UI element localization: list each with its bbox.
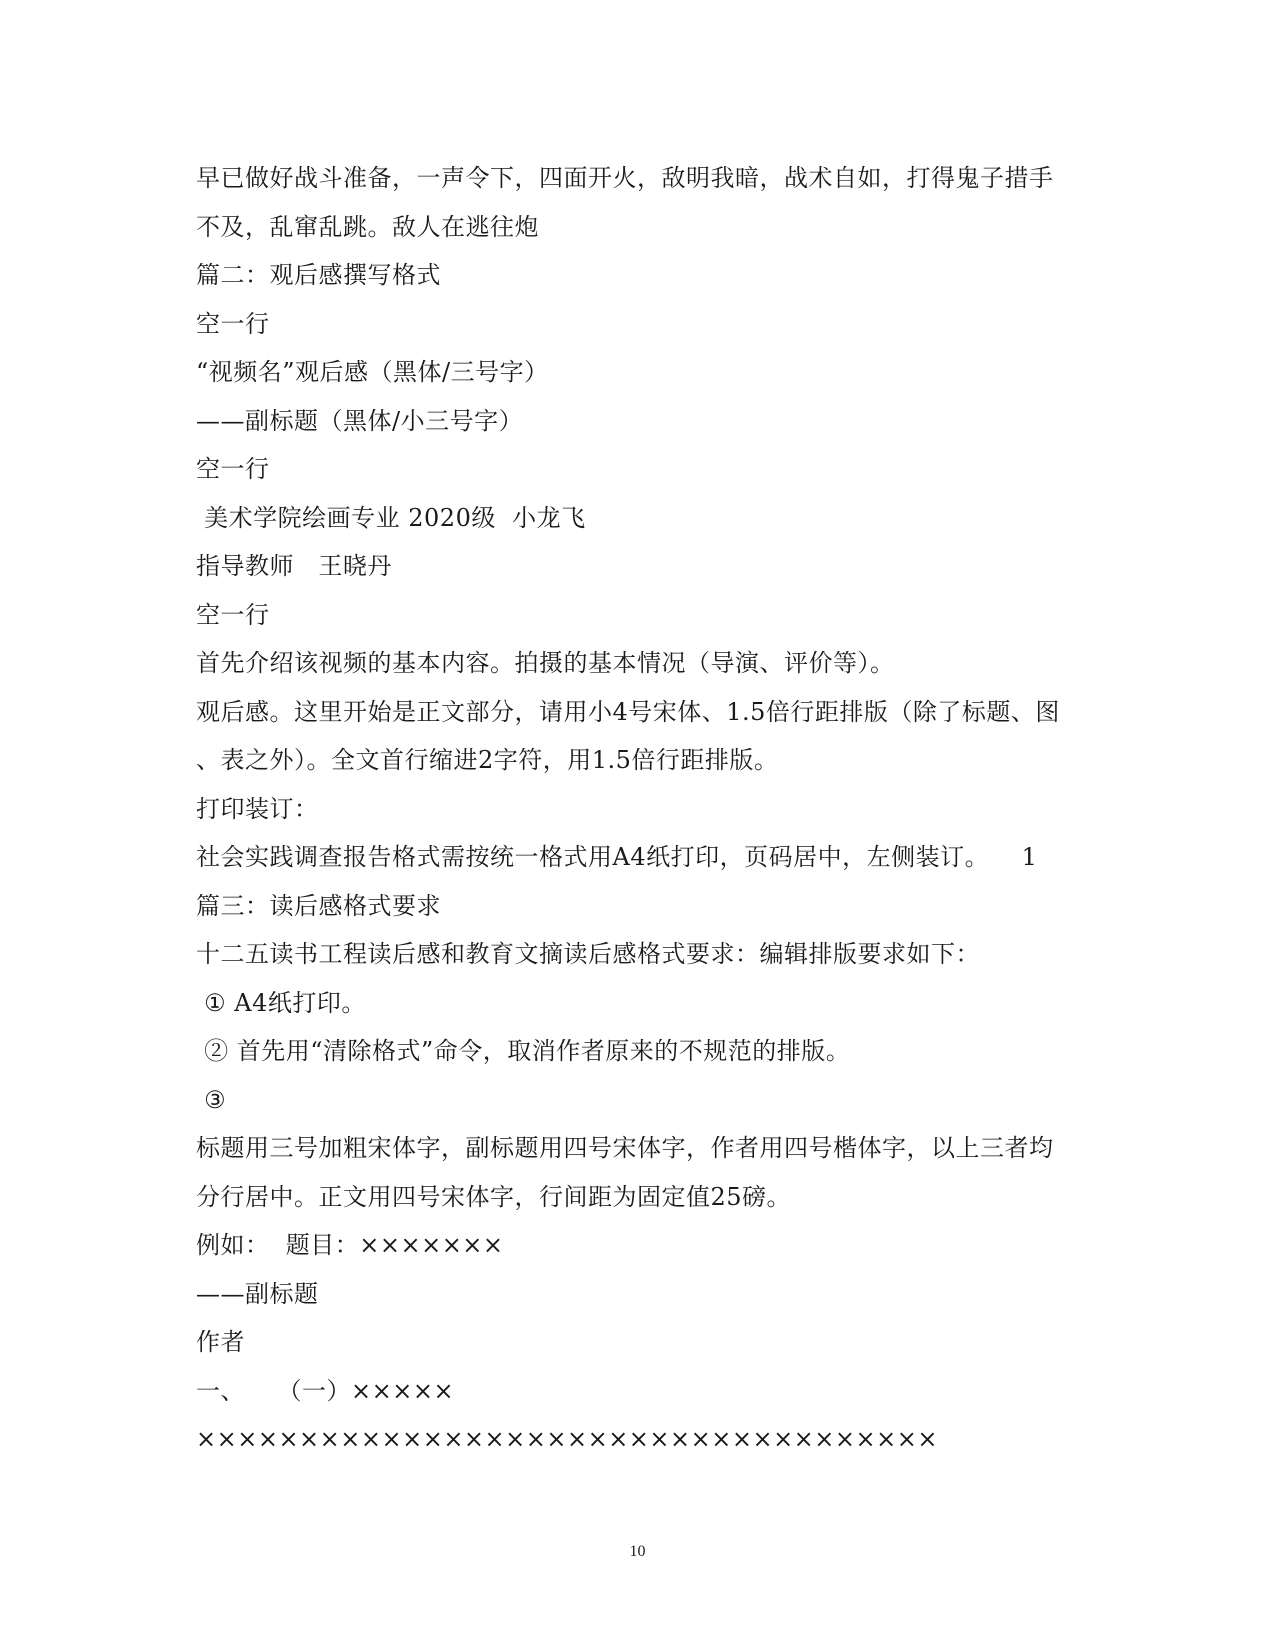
text-line: ×××××××××××××××××××××××××××××××××××× [196, 1425, 938, 1453]
text-line: 不及，乱窜乱跳。敌人在逃往炮 [196, 212, 539, 241]
page-number: 10 [629, 1543, 646, 1560]
text-line: 早已做好战斗准备，一声令下，四面开火，敌明我暗，战术自如，打得鬼子措手 [196, 164, 1054, 192]
text-line: 首先介绍该视频的基本内容。拍摄的基本情况（导演、评价等）。 [196, 649, 895, 677]
text-line: ——副标题（黑体/小三号字） [196, 406, 524, 435]
text-line: 作者 [196, 1328, 245, 1356]
text-line: 例如： 题目：××××××× [196, 1231, 504, 1259]
document-body [196, 154, 1086, 1464]
text-line: 美术学院绘画专业 2020级 小龙飞 [196, 503, 586, 532]
text-line: 空一行 [196, 600, 270, 629]
text-line: “视频名”观后感（黑体/三号字） [196, 358, 549, 386]
text-line: 、表之外）。全文首行缩进2字符，用1.5倍行距排版。 [196, 746, 779, 774]
text-line: 指导教师 王晓丹 [196, 552, 392, 580]
list-item: ② 首先用“清除格式”命令，取消作者原来的不规范的排版。 [196, 1037, 851, 1065]
text-line: 社会实践调查报告格式需按统一格式用A4纸打印，页码居中，左侧装订。 1 [196, 843, 1038, 871]
text-line: 打印装订： [196, 794, 319, 823]
text-line: 观后感。这里开始是正文部分，请用小4号宋体、1.5倍行距排版（除了标题、图 [196, 697, 1060, 726]
text-line: 空一行 [196, 309, 270, 338]
list-item: ③ [196, 1085, 227, 1114]
section-heading: 篇三：读后感格式要求 [196, 891, 441, 920]
text-line: 十二五读书工程读后感和教育文摘读后感格式要求：编辑排版要求如下： [196, 940, 980, 968]
list-item: ① A4纸打印。 [196, 988, 366, 1017]
text-line: ——副标题 [196, 1279, 319, 1308]
text-line: 标题用三号加粗宋体字，副标题用四号宋体字，作者用四号楷体字，以上三者均 [196, 1134, 1054, 1162]
text-line: 一、 （一）××××× [196, 1376, 455, 1405]
text-line: 空一行 [196, 455, 270, 483]
text-line: 分行居中。正文用四号宋体字，行间距为固定值25磅。 [196, 1182, 792, 1211]
section-heading: 篇二：观后感撰写格式 [196, 261, 441, 289]
